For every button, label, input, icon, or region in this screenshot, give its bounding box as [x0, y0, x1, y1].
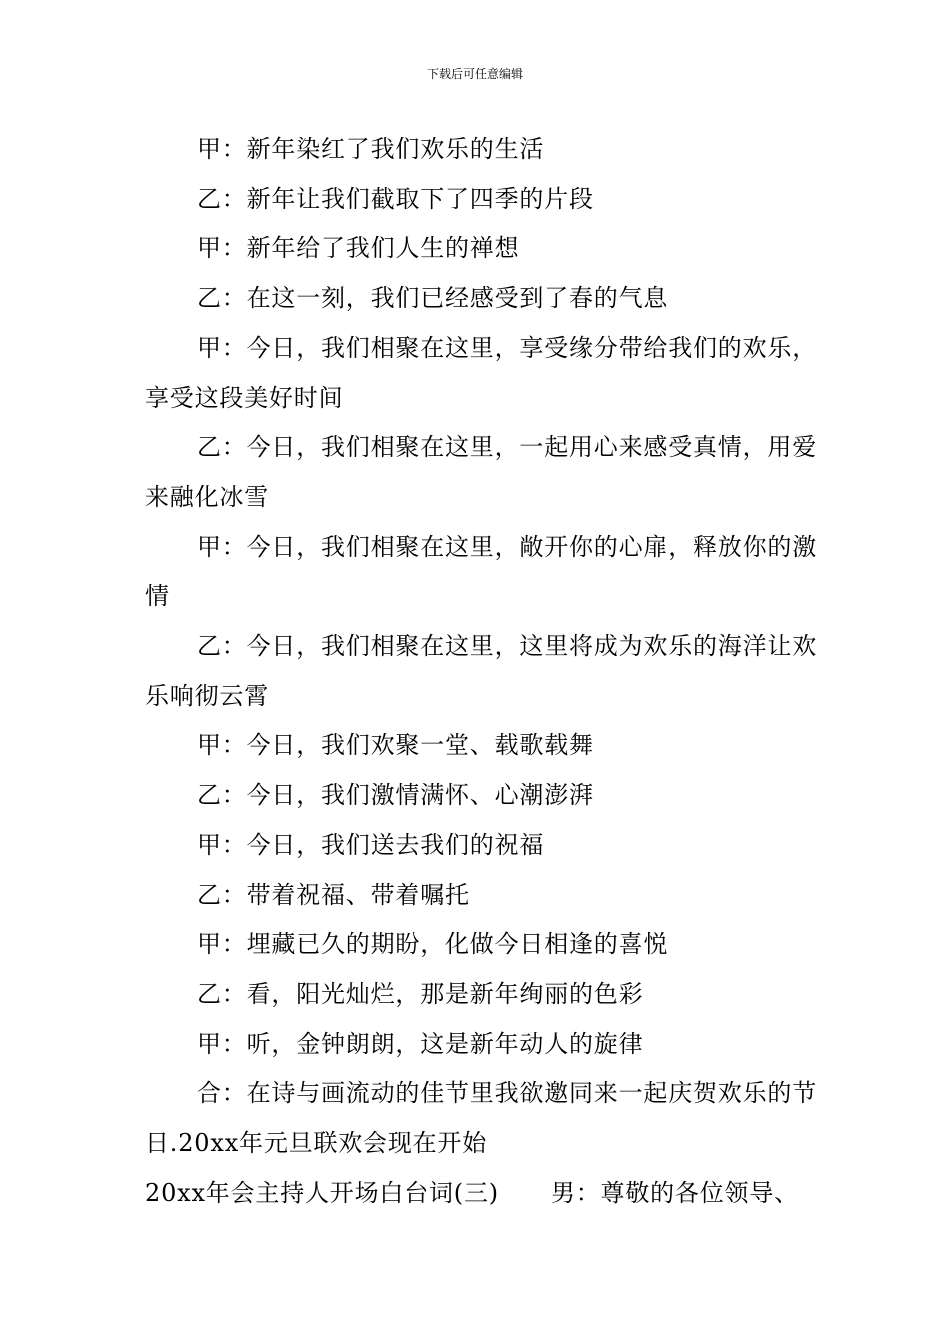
dialogue-line: 乙：新年让我们截取下了四季的片段 — [197, 184, 594, 213]
dialogue-line: 甲：新年染红了我们欢乐的生活 — [197, 135, 545, 163]
dialogue-line: 乙：今日，我们相聚在这里，一起用心来感受真情，用爱来融化冰雪 — [145, 433, 817, 511]
dialogue-line: 甲：今日，我们送去我们的祝福 — [197, 830, 545, 859]
dialogue-line: 乙：带着祝福、带着嘱托 — [197, 880, 470, 909]
section-opening-text: 男：尊敬的各位领导、 — [550, 1178, 799, 1207]
dialogue-line: 合：在诗与画流动的佳节里我欲邀同来一起庆贺欢乐的节日.20xx年元旦联欢会现在开始 — [145, 1079, 817, 1158]
dialogue-line: 乙：今日，我们激情满怀、心潮澎湃 — [197, 781, 594, 810]
dialogue-line: 甲：埋藏已久的期盼，化做今日相逢的喜悦 — [197, 930, 669, 959]
dialogue-line: 乙：看，阳光灿烂，那是新年绚丽的色彩 — [197, 979, 644, 1008]
dialogue-line: 甲：今日，我们相聚在这里，敞开你的心扉，释放你的激情 — [145, 532, 817, 611]
section-title: 20xx年会主持人开场白台词(三) — [145, 1178, 499, 1207]
dialogue-line: 乙：在这一刻，我们已经感受到了春的气息 — [197, 284, 669, 313]
script-body — [145, 125, 825, 1218]
section-line — [145, 1169, 825, 1219]
page-header: 下载后可任意编辑 — [426, 67, 523, 81]
dialogue-line: 甲：今日，我们相聚在这里，享受缘分带给我们的欢乐，享受这段美好时间 — [145, 333, 817, 412]
dialogue-line: 乙：今日，我们相聚在这里，这里将成为欢乐的海洋让欢乐响彻云霄 — [145, 632, 817, 710]
dialogue-line: 甲：听，金钟朗朗，这是新年动人的旋律 — [197, 1029, 644, 1058]
dialogue-line: 甲：今日，我们欢聚一堂、载歌载舞 — [197, 731, 594, 760]
dialogue-line: 甲：新年给了我们人生的禅想 — [197, 234, 520, 263]
